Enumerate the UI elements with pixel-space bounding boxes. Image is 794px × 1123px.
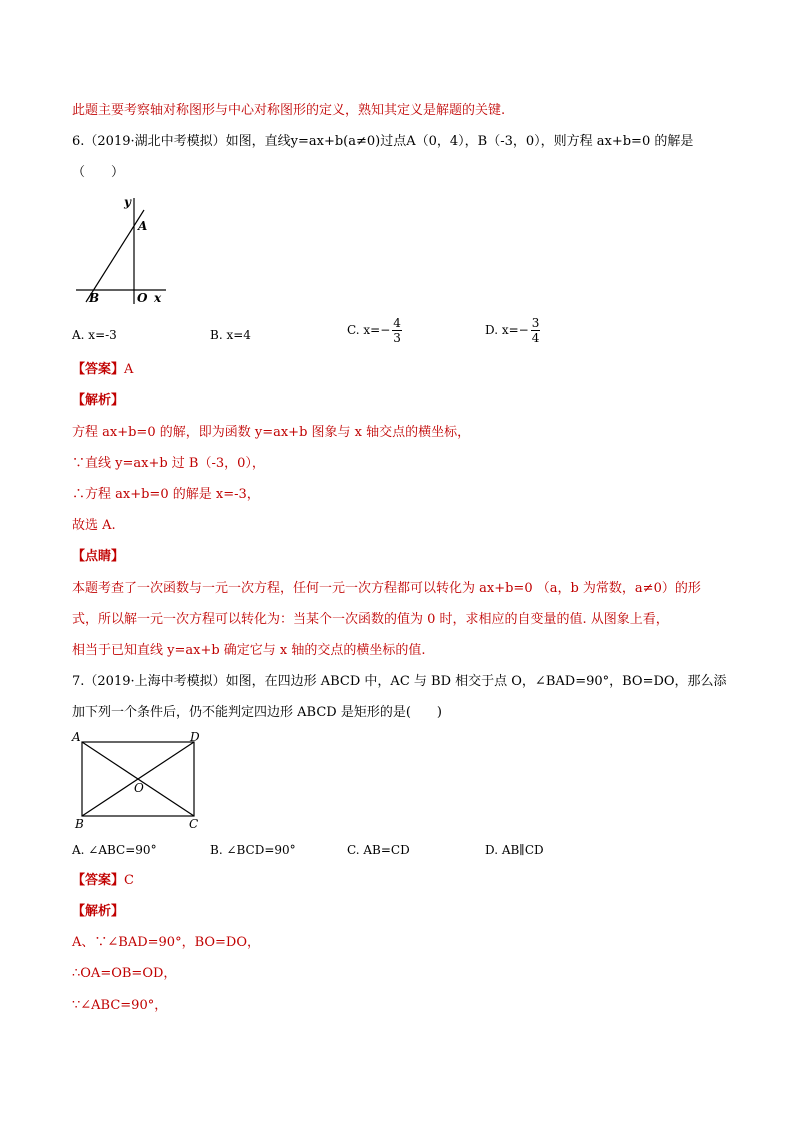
q7-label-c: C — [189, 817, 199, 831]
q7-answer-value: C — [124, 873, 134, 888]
q7-stem-line2: 加下列一个条件后，仍不能判定四边形 ABCD 是矩形的是( ) — [72, 705, 442, 720]
q6-line-graph — [72, 192, 172, 308]
q7-answer-label: 【答案】 — [72, 873, 125, 888]
q6-option-d-numerator: 3 — [531, 316, 540, 330]
q6-analysis-line: ∵直线 y=ax+b 过 B（-3，0）， — [72, 456, 265, 471]
q6-option-c — [347, 316, 402, 345]
q6-label-x: x — [154, 291, 162, 305]
q6-analysis-line: ∴方程 ax+b=0 的解是 x=-3， — [72, 487, 260, 502]
q7-analysis-line: A、∵∠BAD=90°，BO=DO， — [72, 935, 261, 950]
q7-option-c: C. AB=CD — [347, 843, 410, 857]
q6-graph-line — [86, 210, 144, 302]
q6-label-b: B — [89, 291, 100, 305]
q6-analysis-label: 【解析】 — [72, 393, 125, 408]
q7-option-a: A. ∠ABC=90° — [72, 843, 157, 857]
q6-answer-label: 【答案】 — [72, 362, 125, 377]
q7-analysis-label: 【解析】 — [72, 904, 125, 919]
q6-option-d-prefix: D. x=− — [485, 323, 529, 337]
q6-comment-label: 【点睛】 — [72, 549, 125, 564]
q6-option-c-denominator: 3 — [393, 331, 401, 345]
q7-label-b: B — [75, 817, 84, 831]
q7-label-o: O — [134, 781, 144, 795]
q6-stem-line2: （ ） — [72, 165, 125, 180]
q6-stem-line1: 6.（2019·湖北中考模拟）如图，直线y=ax+b(a≠0)过点A（0，4），B（-3，0），则方程 ax+b=0 的解是 — [72, 134, 694, 149]
q7-answer — [72, 872, 134, 890]
q6-analysis-line: 方程 ax+b=0 的解，即为函数 y=ax+b 图象与 x 轴交点的横坐标， — [72, 425, 471, 440]
q7-analysis-line: ∴OA=OB=OD， — [72, 966, 177, 981]
q6-label-y: y — [124, 195, 131, 209]
q6-answer-value: A — [124, 362, 134, 377]
q6-option-c-fraction — [392, 316, 402, 345]
q7-analysis-line: ∵∠ABC=90°， — [72, 998, 168, 1013]
q6-option-c-prefix: C. x=− — [347, 323, 391, 337]
q6-analysis-line: 故选 A. — [72, 518, 116, 533]
q7-option-b: B. ∠BCD=90° — [210, 843, 296, 857]
q7-label-d: D — [190, 730, 200, 744]
q6-option-b: B. x=4 — [210, 328, 251, 342]
q6-answer — [72, 361, 133, 379]
q6-comment-line: 本题考查了一次函数与一元一次方程，任何一元一次方程都可以转化为 ax+b=0 （a，b 为常数，a≠0）的形 — [72, 581, 701, 596]
q7-stem-line1: 7.（2019·上海中考模拟）如图，在四边形 ABCD 中，AC 与 BD 相交于点 O，∠BAD=90°，BO=DO，那么添 — [72, 674, 727, 689]
q6-option-d-denominator: 4 — [531, 331, 540, 345]
q7-rectangle-figure — [70, 728, 210, 832]
q6-comment-line: 相当于已知直线 y=ax+b 确定它与 x 轴的交点的横坐标的值. — [72, 643, 426, 658]
q6-option-d-fraction — [531, 316, 541, 345]
q6-label-a: A — [138, 219, 148, 233]
q6-option-c-numerator: 4 — [393, 316, 401, 330]
q6-option-a: A. x=-3 — [72, 328, 117, 342]
intro-line: 此题主要考察轴对称图形与中心对称图形的定义，熟知其定义是解题的关键. — [72, 103, 506, 118]
q6-comment-line: 式，所以解一元一次方程可以转化为：当某个一次函数的值为 0 时，求相应的自变量的值. 从图象上看， — [72, 612, 669, 627]
q7-label-a: A — [72, 730, 81, 744]
q7-option-d: D. AB∥CD — [485, 843, 544, 857]
q6-option-d — [485, 316, 540, 345]
q6-label-o: O — [137, 291, 148, 305]
